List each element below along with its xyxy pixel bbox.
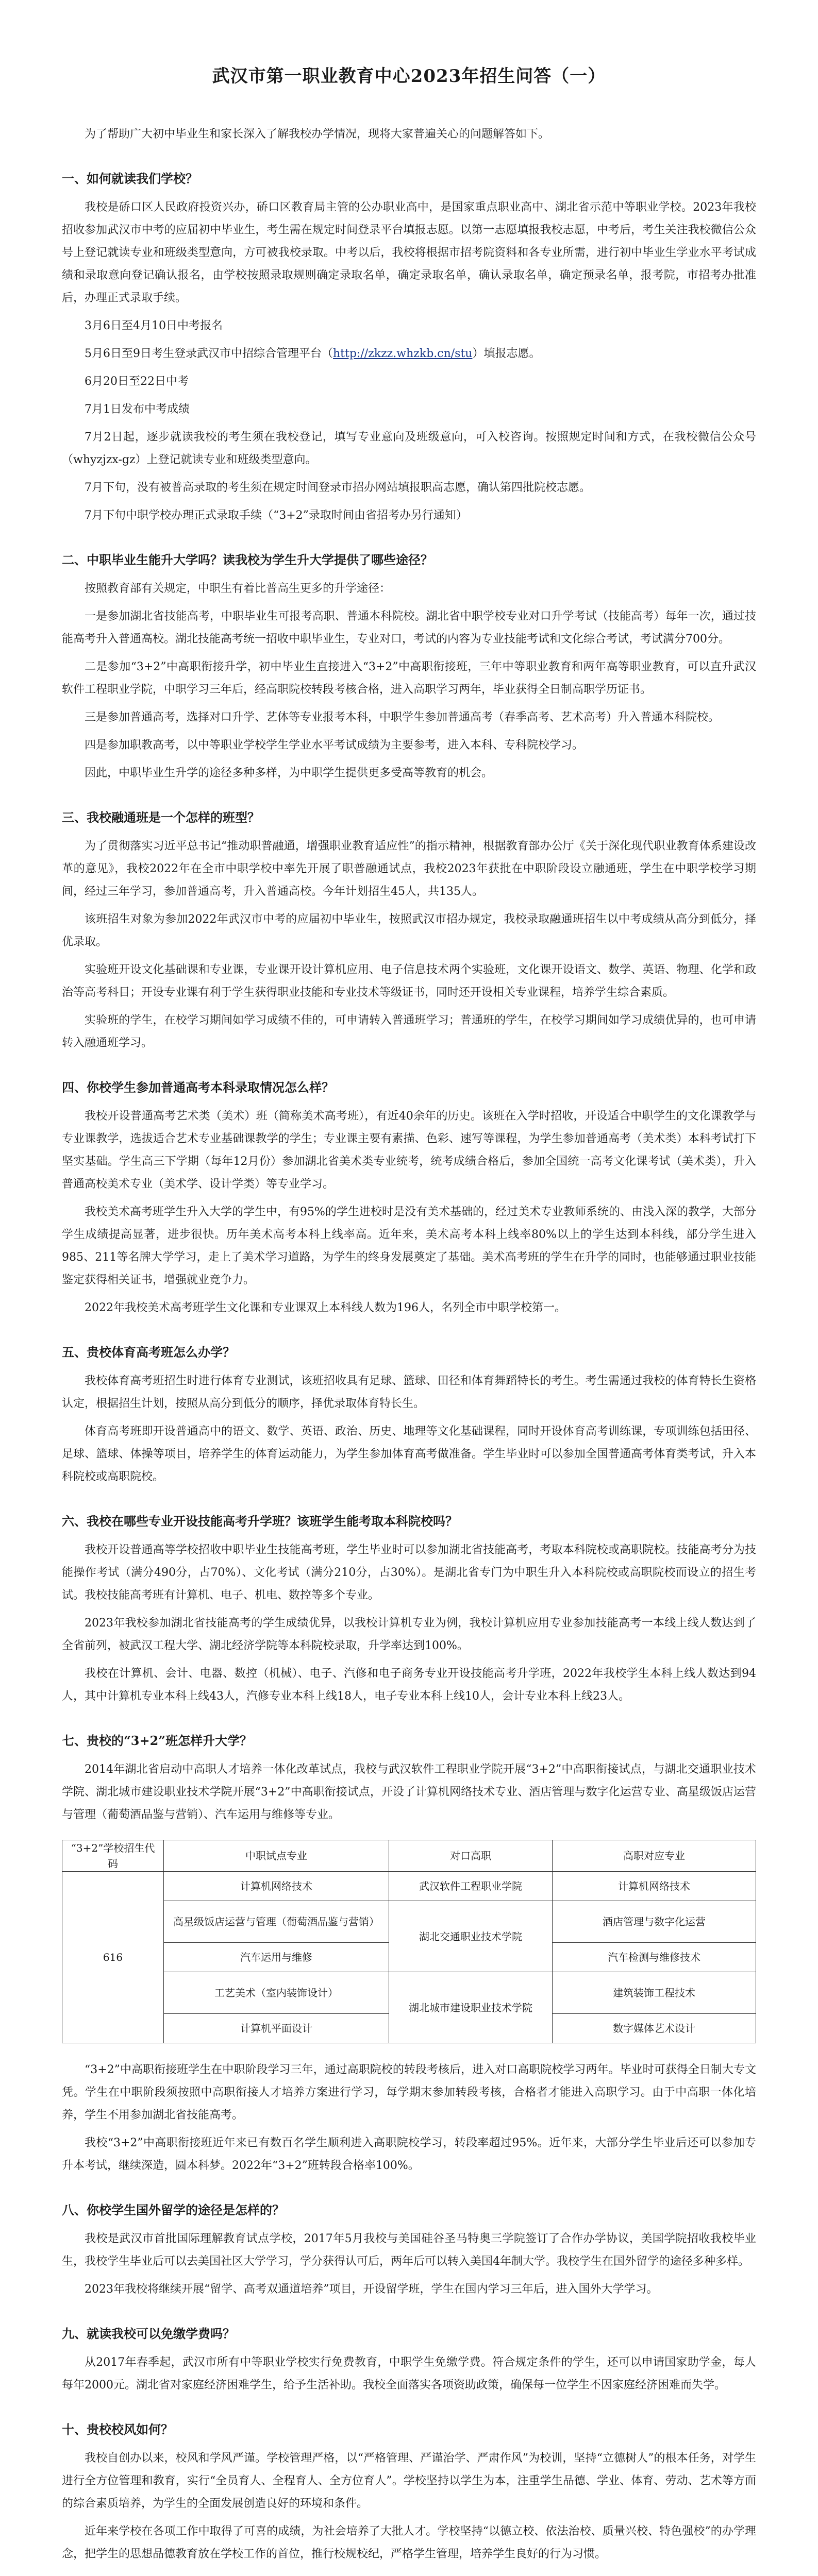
section-3-paragraph: 实验班的学生，在校学习期间如学习成绩不佳的，可申请转入普通班学习；普通班的学生，在校学习期间如学习成绩优异的，也可申请转入融通班学习。 [62, 1014, 756, 1049]
section-2-paragraph: 三是参加普通高考，选择对口升学、艺体等专业报考本科，中职学生参加普通高考（春季高考、艺术高考）升入普通本科院校。 [85, 711, 720, 724]
table-cell: 汽车检测与维修技术 [553, 1943, 756, 1972]
date-item: 7月下旬中职学校办理正式录取手续（“3+2”录取时间由省招考办另行通知） [85, 509, 468, 522]
table-cell: 汽车运用与维修 [164, 1943, 389, 1972]
table-cell: 湖北城市建设职业技术学院 [389, 1972, 553, 2043]
table-cell: 工艺美术（室内装饰设计） [164, 1972, 389, 2014]
table-header-row [62, 1840, 756, 1872]
section-6-paragraph: 我校在计算机、会计、电器、数控（机械）、电子、汽修和电子商务专业开设技能高考升学班，2022年我校学生本科上线人数达到94人，其中计算机专业本科上线43人，汽修专业本科上线18人，电子专业本科上线10人，会计专业本科上线23人。 [62, 1667, 756, 1703]
section-4-paragraph: 我校开设普通高考艺术类（美术）班（简称美术高考班），有近40余年的历史。该班在入学时招收，开设适合中职学生的文化课教学与专业课教学，选拔适合艺术专业基础课教学的学生；专业课主要有素描、色彩、速写等课程，为学生参加普通高考（美术类）本科考试打下坚实基础。学生高三下学期（每年12月份）参加湖北省美术类专业统考，统考成绩合格后，参加全国统一高考文化课考试（美术类），升入普通高校美术专业（美术学、设计学类）等专业学习。 [62, 1110, 756, 1191]
program-table [62, 1840, 756, 2043]
section-3-paragraph: 实验班开设文化基础课和专业课，专业课开设计算机应用、电子信息技术两个实验班，文化课开设语文、数学、英语、物理、化学和政治等高考科目；开设专业课有利于学生获得职业技能和专业技术等级证书，同时还开设相关专业课程，培养学生综合素质。 [62, 963, 756, 999]
section-10-heading: 十、贵校校风如何？ [62, 2422, 173, 2437]
page-title: 武汉市第一职业教育中心2023年招生问答（一） [212, 66, 606, 87]
table-cell: 数字媒体艺术设计 [553, 2014, 756, 2043]
section-4-heading: 四、你校学生参加普通高考本科录取情况怎么样？ [62, 1080, 334, 1095]
intro-paragraph: 为了帮助广大初中毕业生和家长深入了解我校办学情况，现将大家普遍关心的问题解答如下。 [85, 128, 550, 141]
date-item: 7月1日发布中考成绩 [85, 403, 190, 416]
table-cell: 计算机平面设计 [164, 2014, 389, 2043]
section-4-paragraph: 我校美术高考班学生升入大学的学生中，有95%的学生进校时是没有美术基础的，经过美术专业教师系统的、由浅入深的教学，大部分学生成绩提高显著，进步很快。历年美术高考本科上线率高。近年来，美术高考本科上线率80%以上的学生达到本科线，部分学生进入985、211等名牌大学学习，走上了美术学习道路，为学生的终身发展奠定了基础。美术高考班的学生在升学的同时，也能够通过职业技能鉴定获得相关证书，增强就业竞争力。 [62, 1206, 756, 1286]
section-3-heading: 三、我校融通班是一个怎样的班型？ [62, 810, 260, 825]
table-row [62, 1972, 756, 2014]
school-code-cell: 616 [62, 1872, 164, 2043]
section-5-heading: 五、贵校体育高考班怎么办学？ [62, 1345, 235, 1360]
table-cell: 武汉软件工程职业学院 [389, 1872, 553, 1901]
section-6-heading: 六、我校在哪些专业开设技能高考升学班？该班学生能考取本科院校吗？ [62, 1514, 458, 1529]
table-header-cell: 高职对应专业 [553, 1840, 756, 1872]
section-7-paragraph: “3+2”中高职衔接班学生在中职阶段学习三年，通过高职院校的转段考核后，进入对口高职院校学习两年。毕业时可获得全日制大专文凭。学生在中职阶段须按照中高职衔接人才培养方案进行学习，每学期末参加转段考核，合格者才能进入高职学习。由于中高职一体化培养，学生不用参加湖北省技能高考。 [62, 2063, 756, 2122]
section-7-paragraph: 我校“3+2”中高职衔接班近年来已有数百名学生顺利进入高职院校学习，转段率超过95%。近年来，大部分学生毕业后还可以参加专升本考试，继续深造，圆本科梦。2022年“3+2”班转段合格率100%。 [62, 2137, 756, 2172]
section-2-paragraph: 二是参加“3+2”中高职衔接升学，初中毕业生直接进入“3+2”中高职衔接班，三年中等职业教育和两年高等职业教育，可以直升武汉软件工程职业学院，中职学习三年后，经高职院校转段考核合格，进入高职学习两年，毕业获得全日制高职学历证书。 [62, 660, 756, 696]
enroll-platform-link[interactable]: http://zkzz.whzkb.cn/stu [333, 347, 473, 360]
date-item: 5月6日至9日考生登录武汉市中招综合管理平台（http://zkzz.whzkb.cn/stu）填报志愿。 [85, 347, 541, 360]
section-7-paragraph: 2014年湖北省启动中高职人才培养一体化改革试点，我校与武汉软件工程职业学院开展“3+2”中高职衔接试点，与湖北交通职业技术学院、湖北城市建设职业技术学院开展“3+2”中高职衔接试点，开设了计算机网络技术专业、酒店管理与数字化运营专业、高星级饭店运营与管理（葡萄酒品鉴与营销）、汽车运用与维修等专业。 [62, 1763, 756, 1821]
table-header-cell: 对口高职 [389, 1840, 553, 1872]
table-cell: 计算机网络技术 [553, 1872, 756, 1901]
section-3-paragraph: 该班招生对象为参加2022年武汉市中考的应届初中毕业生，按照武汉市招办规定，我校录取融通班招生以中考成绩从高分到低分，择优录取。 [62, 913, 756, 948]
section-2-paragraph: 一是参加湖北省技能高考，中职毕业生可报考高职、普通本科院校。湖北省中职学校专业对口升学考试（技能高考）每年一次，通过技能高考升入普通高校。湖北技能高考统一招收中职毕业生，专业对口，考试的内容为专业技能考试和文化综合考试，考试满分700分。 [62, 610, 756, 646]
table-cell: 湖北交通职业技术学院 [389, 1901, 553, 1972]
section-4-paragraph: 2022年我校美术高考班学生文化课和专业课双上本科线人数为196人，名列全市中职学校第一。 [85, 1301, 566, 1314]
date-item: 7月下旬，没有被普高录取的考生须在规定时间登录市招办网站填报职高志愿，确认第四批院校志愿。 [85, 481, 591, 494]
section-9-heading: 九、就读我校可以免缴学费吗？ [62, 2326, 235, 2341]
section-7-heading: 七、贵校的“3+2”班怎样升大学？ [62, 1733, 253, 1748]
section-5-paragraph: 体育高考班即开设普通高中的语文、数学、英语、政治、历史、地理等文化基础课程，同时开设体育高考训练课，专项训练包括田径、足球、篮球、体操等项目，培养学生的体育运动能力，为学生参加体育高考做准备。学生毕业时可以参加全国普通高考体育类考试，升入本科院校或高职院校。 [62, 1425, 756, 1483]
section-5-paragraph: 我校体育高考班招生时进行体育专业测试，该班招收具有足球、篮球、田径和体育舞蹈特长的考生。考生需通过我校的体育特长生资格认定，根据招生计划，按照从高分到低分的顺序，择优录取体育特长生。 [62, 1375, 756, 1410]
table-cell: 高星级饭店运营与管理（葡萄酒品鉴与营销） [164, 1901, 389, 1943]
section-3-paragraph: 为了贯彻落实习近平总书记“推动职普融通，增强职业教育适应性”的指示精神，根据教育部办公厅《关于深化现代职业教育体系建设改革的意见》，我校2022年在全市中职学校中率先开展了职普融通试点，我校2023年获批在中职阶段设立融通班，学生在中职学校学习期间，经过三年学习，参加普通高考，升入普通高校。今年计划招生45人，共135人。 [62, 840, 756, 898]
date-item: 7月2日起，逐步就读我校的考生须在我校登记，填写专业意向及班级意向，可入校咨询。按照规定时间和方式，在我校微信公众号（whyzjzx-gz）上登记就读专业和班级类型意向。 [62, 431, 756, 466]
table-cell: 计算机网络技术 [164, 1872, 389, 1901]
section-1-paragraph: 我校是硚口区人民政府投资兴办，硚口区教育局主管的公办职业高中，是国家重点职业高中、湖北省示范中等职业学校。2023年我校招收参加武汉市中考的应届初中毕业生，考生需在规定时间登录平台填报志愿。以第一志愿填报我校志愿，中考后，考生关注我校微信公众号上登记就读专业和班级类型意向，方可被我校录取。中考以后，我校将根据市招考院资料和各专业所需，进行初中毕业生学业水平考试成绩和录取意向登记确认报名，由学校按照录取规则确定录取名单，确定录取名单，确认录取名单，确定预录名单，报考院，市招考办批准后，办理正式录取手续。 [62, 201, 756, 304]
section-8-heading: 八、你校学生国外留学的途径是怎样的？ [62, 2202, 285, 2217]
date-item: 6月20日至22日中考 [85, 375, 189, 388]
table-header-cell: “3+2”学校招生代码 [62, 1840, 164, 1872]
section-8-paragraph: 我校是武汉市首批国际理解教育试点学校，2017年5月我校与美国硅谷圣马特奥三学院签订了合作办学协议，美国学院招收我校毕业生，我校学生毕业后可以去美国社区大学学习，学分获得认可后，两年后可以转入美国4年制大学。我校学生在国外留学的途径多种多样。 [62, 2232, 756, 2268]
section-10-paragraph: 近年来学校在各项工作中取得了可喜的成绩，为社会培养了大批人才。学校坚持“以德立校、依法治校、质量兴校、特色强校”的办学理念，把学生的思想品德教育放在学校工作的首位，推行校规校纪，严格学生管理，培养学生良好的行为习惯。 [62, 2525, 756, 2561]
section-2-heading: 二、中职毕业生能升大学吗？读我校为学生升大学提供了哪些途径？ [62, 552, 433, 567]
section-9-paragraph: 从2017年春季起，武汉市所有中等职业学校实行免费教育，中职学生免缴学费。符合规定条件的学生，还可以申请国家助学金，每人每年2000元。湖北省对家庭经济困难学生，给予生活补助。我校全面落实各项资助政策，确保每一位学生不因家庭经济困难而失学。 [62, 2356, 756, 2392]
table-row [62, 1872, 756, 1901]
table-cell: 酒店管理与数字化运营 [553, 1901, 756, 1943]
section-2-paragraph: 四是参加职教高考，以中等职业学校学生学业水平考试成绩为主要参考，进入本科、专科院校学习。 [85, 739, 584, 752]
date-item: 3月6日至4月10日中考报名 [85, 319, 223, 332]
table-cell: 建筑装饰工程技术 [553, 1972, 756, 2014]
section-6-paragraph: 2023年我校参加湖北省技能高考的学生成绩优异，以我校计算机专业为例，我校计算机应用专业参加技能高考一本线上线人数达到了全省前列，被武汉工程大学、湖北经济学院等本科院校录取，升学率达到100%。 [62, 1617, 756, 1652]
section-2-paragraph: 因此，中职毕业生升学的途径多种多样，为中职学生提供更多受高等教育的机会。 [85, 767, 493, 779]
section-6-paragraph: 我校开设普通高等学校招收中职毕业生技能高考班，学生毕业时可以参加湖北省技能高考，考取本科院校或高职院校。技能高考分为技能操作考试（满分490分，占70%）、文化考试（满分210分，占30%）。是湖北省专门为中职生升入本科院校或高职院校而设立的招生考试。我校技能高考班有计算机、电子、机电、数控等多个专业。 [62, 1544, 756, 1602]
section-1-heading: 一、如何就读我们学校？ [62, 171, 198, 186]
table-header-cell: 中职试点专业 [164, 1840, 389, 1872]
section-2-paragraph: 按照教育部有关规定，中职生有着比普高生更多的升学途径： [85, 582, 391, 595]
table-row [62, 1901, 756, 1943]
section-10-paragraph: 我校自创办以来，校风和学风严谨。学校管理严格，以“严格管理、严谨治学、严肃作风”为校训，坚持“立德树人”的根本任务，对学生进行全方位管理和教育，实行“全员育人、全程育人、全方位育人”。学校坚持以学生为本，注重学生品德、学业、体育、劳动、艺术等方面的综合素质培养，为学生的全面发展创造良好的环境和条件。 [62, 2452, 756, 2510]
section-8-paragraph: 2023年我校将继续开展“留学、高考双通道培养”项目，开设留学班，学生在国内学习三年后，进入国外大学学习。 [85, 2283, 658, 2296]
